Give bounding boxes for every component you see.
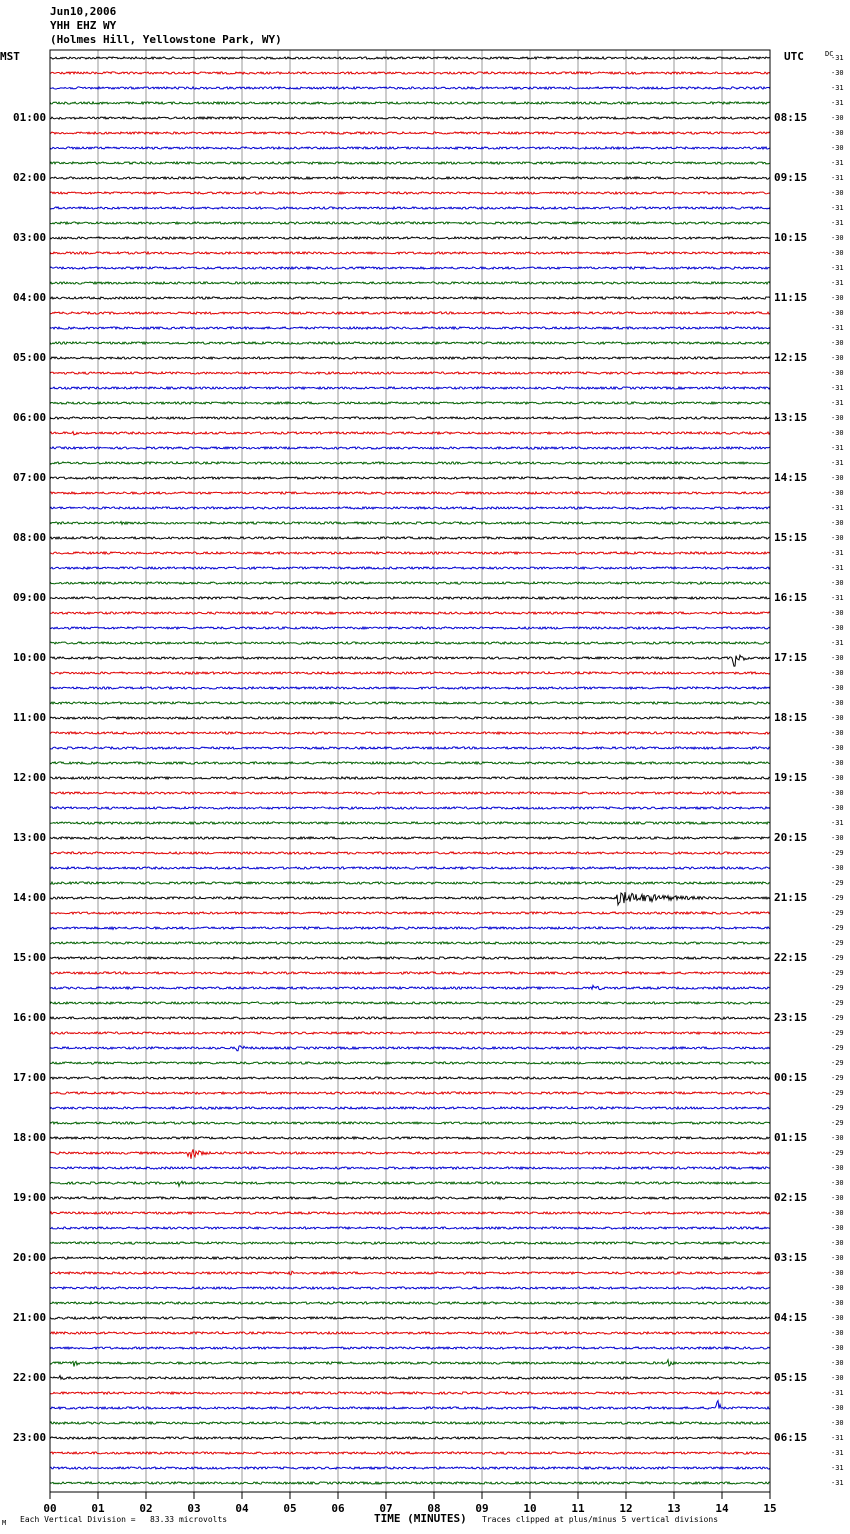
seismic-trace (50, 942, 770, 944)
seismic-trace (50, 792, 770, 794)
seismic-trace (50, 1360, 770, 1367)
dc-offset-value: -30 (831, 759, 844, 767)
right-hour-label: 01:15 (774, 1131, 808, 1144)
seismic-trace (50, 387, 770, 389)
right-hour-label: 18:15 (774, 711, 808, 724)
seismic-trace (50, 117, 770, 119)
dc-offset-value: -30 (831, 669, 844, 677)
right-hour-label: 06:15 (774, 1431, 808, 1444)
left-hour-label: 18:00 (13, 1131, 47, 1144)
dc-offset-value: -29 (831, 1014, 844, 1022)
dc-offset-value: -30 (831, 579, 844, 587)
left-hour-label: 02:00 (13, 171, 47, 184)
seismic-trace (50, 1077, 770, 1079)
seismic-trace (50, 927, 770, 930)
dc-offset-value: -29 (831, 879, 844, 887)
seismic-trace (50, 522, 770, 525)
seismic-trace (50, 327, 770, 329)
seismic-trace (50, 1002, 770, 1004)
seismic-trace (50, 1181, 770, 1186)
dc-offset-value: -31 (831, 1389, 844, 1397)
seismic-trace (50, 417, 770, 419)
seismic-trace (50, 1032, 770, 1034)
seismic-trace (50, 1332, 770, 1334)
right-hour-label: 09:15 (774, 171, 808, 184)
dc-offset-value: -30 (831, 474, 844, 482)
right-hour-label: 04:15 (774, 1311, 808, 1324)
dc-offset-value: -30 (831, 354, 844, 362)
seismic-trace (50, 747, 770, 749)
left-hour-label: 04:00 (13, 291, 47, 304)
dc-offset-value: -31 (831, 279, 844, 287)
dc-offset-value: -30 (831, 249, 844, 257)
right-hour-label: 03:15 (774, 1251, 808, 1264)
seismic-trace (50, 732, 770, 734)
dc-offset-value: -31 (831, 204, 844, 212)
left-hour-label: 17:00 (13, 1071, 47, 1084)
seismic-trace (50, 1062, 770, 1064)
dc-offset-value: -30 (831, 624, 844, 632)
dc-offset-value: -30 (831, 654, 844, 662)
right-hour-label: 05:15 (774, 1371, 808, 1384)
dc-offset-value: -30 (831, 1224, 844, 1232)
left-hour-label: 11:00 (13, 711, 47, 724)
x-tick-label-04: 04 (235, 1502, 249, 1515)
dc-offset-value: -31 (831, 219, 844, 227)
seismic-trace (50, 1092, 770, 1094)
seismic-trace (50, 342, 770, 344)
dc-offset-value: -31 (831, 264, 844, 272)
station-code: YHH EHZ WY (50, 19, 117, 32)
dc-offset-value: -30 (831, 609, 844, 617)
seismic-trace (50, 132, 770, 134)
right-hour-label: 17:15 (774, 651, 808, 664)
x-tick-label-13: 13 (667, 1502, 681, 1515)
right-hour-label: 10:15 (774, 231, 808, 244)
dc-offset-value: -30 (831, 1209, 844, 1217)
dc-offset-value: -30 (831, 294, 844, 302)
dc-offset-value: -30 (831, 309, 844, 317)
right-hour-label: 16:15 (774, 591, 808, 604)
seismic-trace (50, 1437, 770, 1439)
station-location: (Holmes Hill, Yellowstone Park, WY) (50, 33, 282, 46)
seismic-trace (50, 642, 770, 644)
dc-offset-value: -29 (831, 924, 844, 932)
dc-offset-value: -29 (831, 1104, 844, 1112)
dc-offset-value: -30 (831, 519, 844, 527)
left-hour-label: 22:00 (13, 1371, 47, 1384)
right-hour-label: 19:15 (774, 771, 808, 784)
minute-grid (98, 50, 722, 1492)
seismic-trace (50, 177, 770, 179)
x-tick-label-06: 06 (331, 1502, 345, 1515)
left-hour-label: 01:00 (13, 111, 47, 124)
dc-offset-value: -30 (831, 1194, 844, 1202)
seismic-trace (50, 892, 770, 905)
dc-offset-value: -30 (831, 699, 844, 707)
seismic-trace (50, 477, 770, 479)
dc-offset-value: -31 (831, 1449, 844, 1457)
x-tick-label-15: 15 (763, 1502, 777, 1515)
seismic-trace (50, 1287, 770, 1289)
seismic-trace (50, 372, 770, 374)
dc-offset-value: -30 (831, 429, 844, 437)
dc-offset-value: -30 (831, 69, 844, 77)
seismic-trace (50, 1422, 770, 1424)
dc-offset-value: -29 (831, 999, 844, 1007)
seismic-trace (50, 1302, 770, 1304)
seismic-trace (50, 162, 770, 164)
dc-offset-value: -31 (831, 1479, 844, 1487)
right-hour-label: 23:15 (774, 1011, 808, 1024)
seismic-trace (50, 1401, 770, 1410)
right-hour-label: 20:15 (774, 831, 808, 844)
seismic-trace (50, 1137, 770, 1139)
dc-offset-value: -29 (831, 894, 844, 902)
dc-offset-value: -31 (831, 174, 844, 182)
dc-offset-value: -31 (831, 639, 844, 647)
dc-offset-value: -30 (831, 189, 844, 197)
dc-offset-value: -31 (831, 819, 844, 827)
dc-offset-value: -31 (831, 84, 844, 92)
seismic-trace (50, 912, 770, 914)
seismic-trace (50, 192, 770, 194)
dc-offset-value: -29 (831, 1029, 844, 1037)
seismic-trace (50, 282, 770, 284)
left-hour-label: 14:00 (13, 891, 47, 904)
seismic-trace (50, 627, 770, 629)
dc-offset-value: -31 (831, 459, 844, 467)
dc-offset-value: -30 (831, 534, 844, 542)
seismic-trace (50, 1392, 770, 1394)
dc-offset-value: -30 (831, 1404, 844, 1412)
seismic-trace (50, 1017, 770, 1019)
seismic-trace (50, 537, 770, 539)
dc-offset-value: -31 (831, 549, 844, 557)
dc-offset-label: DC (825, 50, 834, 58)
dc-offset-value: -30 (831, 1134, 844, 1142)
dc-offset-value: -31 (831, 384, 844, 392)
x-tick-label-09: 09 (475, 1502, 489, 1515)
dc-offset-value: -29 (831, 1119, 844, 1127)
x-axis-title: TIME (MINUTES) (374, 1512, 467, 1525)
dc-offset-value: -30 (831, 414, 844, 422)
seismic-trace (50, 462, 770, 464)
right-hour-label: 21:15 (774, 891, 808, 904)
dc-offset-value: -29 (831, 939, 844, 947)
seismic-trace (50, 837, 770, 839)
dc-offset-value: -30 (831, 1329, 844, 1337)
dc-offset-value: -30 (831, 1284, 844, 1292)
seismic-trace (50, 867, 770, 869)
right-hour-label: 08:15 (774, 111, 808, 124)
dc-offset-value: -30 (831, 864, 844, 872)
dc-offset-value: -30 (831, 1239, 844, 1247)
dc-offset-value: -30 (831, 1344, 844, 1352)
seismic-trace (50, 1046, 770, 1051)
seismic-trace (50, 237, 770, 239)
plot-date: Jun10,2006 (50, 5, 117, 18)
dc-offset-value: -30 (831, 789, 844, 797)
dc-offset-value: -29 (831, 1059, 844, 1067)
seismic-trace (50, 687, 770, 689)
seismic-trace (50, 252, 770, 254)
dc-offset-value: -30 (831, 834, 844, 842)
seismic-trace (50, 672, 770, 674)
dc-offset-value: -30 (831, 489, 844, 497)
seismic-trace (50, 402, 770, 404)
plot-frame (50, 50, 770, 1492)
dc-offset-value: -30 (831, 714, 844, 722)
dc-offset-value: -30 (831, 369, 844, 377)
dc-offset-value: -30 (831, 1164, 844, 1172)
dc-offset-value: -30 (831, 234, 844, 242)
x-tick-label-00: 00 (43, 1502, 57, 1515)
left-hour-label: 06:00 (13, 411, 47, 424)
seismic-trace (50, 1197, 770, 1199)
seismic-trace (50, 72, 770, 74)
right-hour-label: 00:15 (774, 1071, 808, 1084)
dc-offset-value: -29 (831, 969, 844, 977)
seismic-trace (50, 717, 770, 719)
dc-offset-value: -30 (831, 144, 844, 152)
clip-note: Traces clipped at plus/minus 5 vertical divisions (482, 1515, 719, 1524)
seismic-trace (50, 207, 770, 209)
left-hour-label: 08:00 (13, 531, 47, 544)
dc-offset-value: -31 (831, 504, 844, 512)
seismic-trace (50, 777, 770, 779)
dc-offset-value: -30 (831, 1314, 844, 1322)
left-timezone-label: MST (0, 50, 20, 63)
x-tick-label-11: 11 (571, 1502, 585, 1515)
seismic-trace (50, 852, 770, 854)
dc-offset-value: -29 (831, 1074, 844, 1082)
seismic-trace (50, 1376, 770, 1380)
left-hour-label: 19:00 (13, 1191, 47, 1204)
right-hour-label: 13:15 (774, 411, 808, 424)
dc-offset-value: -30 (831, 1359, 844, 1367)
seismic-trace (50, 1149, 770, 1158)
seismic-trace (50, 312, 770, 314)
seismic-trace (50, 762, 770, 764)
left-hour-label: 23:00 (13, 1431, 47, 1444)
dc-offset-value: -30 (831, 804, 844, 812)
dc-offset-value: -29 (831, 849, 844, 857)
left-hour-label: 05:00 (13, 351, 47, 364)
dc-offset-value: -30 (831, 339, 844, 347)
seismic-trace (50, 1122, 770, 1124)
seismic-trace (50, 597, 770, 599)
left-hour-label: 21:00 (13, 1311, 47, 1324)
x-tick-label-12: 12 (619, 1502, 633, 1515)
dc-offset-value: -31 (831, 399, 844, 407)
left-hour-label: 13:00 (13, 831, 47, 844)
dc-offset-value: -30 (831, 729, 844, 737)
dc-offset-value: -31 (831, 1464, 844, 1472)
seismic-trace (50, 57, 770, 59)
seismic-trace (50, 1271, 770, 1275)
seismic-trace (50, 1347, 770, 1349)
x-tick-label-01: 01 (91, 1502, 105, 1515)
seismic-trace (50, 822, 770, 824)
left-hour-label: 03:00 (13, 231, 47, 244)
x-tick-label-08: 08 (427, 1502, 441, 1515)
seismic-trace (50, 1257, 770, 1259)
seismic-trace (50, 972, 770, 974)
dc-offset-value: -30 (831, 1254, 844, 1262)
left-hour-label: 12:00 (13, 771, 47, 784)
dc-offset-value: -31 (831, 1434, 844, 1442)
seismic-trace (50, 507, 770, 509)
dc-offset-value: -30 (831, 114, 844, 122)
seismic-trace (50, 1167, 770, 1169)
dc-offset-value: -30 (831, 1374, 844, 1382)
seismic-trace (50, 432, 770, 435)
right-hour-label: 22:15 (774, 951, 808, 964)
seismic-trace (50, 267, 770, 269)
seismic-trace (50, 87, 770, 89)
seismic-trace (50, 612, 770, 614)
seismic-trace (50, 1242, 770, 1244)
seismic-trace (50, 222, 770, 224)
dc-offset-value: -29 (831, 1149, 844, 1157)
left-hour-label: 16:00 (13, 1011, 47, 1024)
seismic-trace (50, 655, 770, 666)
dc-offset-value: -29 (831, 909, 844, 917)
left-hour-label: 20:00 (13, 1251, 47, 1264)
right-hour-label: 15:15 (774, 531, 808, 544)
dc-offset-value: -30 (831, 774, 844, 782)
seismic-trace (50, 1227, 770, 1229)
dc-offset-value: -30 (831, 1419, 844, 1427)
dc-offset-value: -31 (831, 444, 844, 452)
x-tick-label-02: 02 (139, 1502, 153, 1515)
right-hour-label: 14:15 (774, 471, 808, 484)
seismic-trace (50, 1452, 770, 1454)
x-tick-label-03: 03 (187, 1502, 201, 1515)
x-tick-label-05: 05 (283, 1502, 297, 1515)
seismic-trace (50, 147, 770, 149)
trace-group (50, 57, 770, 1484)
x-tick-label-10: 10 (523, 1502, 537, 1515)
left-hour-label: 07:00 (13, 471, 47, 484)
dc-offset-value: -29 (831, 984, 844, 992)
seismic-trace (50, 552, 770, 554)
dc-offset-value: -30 (831, 1299, 844, 1307)
dc-offset-value: -30 (831, 684, 844, 692)
seismic-trace (50, 1317, 770, 1319)
dc-offset-value: -29 (831, 1089, 844, 1097)
dc-offset-value: -31 (831, 99, 844, 107)
dc-offset-value: -30 (831, 1269, 844, 1277)
dc-offset-value: -30 (831, 1179, 844, 1187)
dc-offset-value: -31 (831, 54, 844, 62)
seismic-trace (50, 492, 770, 494)
dc-offset-value: -29 (831, 954, 844, 962)
right-timezone-label: UTC (784, 50, 804, 63)
seismic-trace (50, 102, 770, 104)
right-hour-label: 12:15 (774, 351, 808, 364)
seismic-trace (50, 702, 770, 704)
left-hour-label: 15:00 (13, 951, 47, 964)
seismic-trace (50, 1107, 770, 1109)
seismic-trace (50, 985, 770, 989)
seismic-trace (50, 1212, 770, 1214)
seismic-trace (50, 957, 770, 959)
corner-mark: M (2, 1519, 7, 1527)
seismic-trace (50, 1467, 770, 1469)
dc-offset-value: -30 (831, 744, 844, 752)
seismic-trace (50, 882, 770, 884)
right-hour-label: 02:15 (774, 1191, 808, 1204)
dc-offset-value: -30 (831, 129, 844, 137)
seismic-trace (50, 1482, 770, 1484)
seismic-trace (50, 357, 770, 359)
seismic-trace (50, 567, 770, 569)
left-hour-label: 09:00 (13, 591, 47, 604)
left-hour-label: 10:00 (13, 651, 47, 664)
x-tick-label-07: 07 (379, 1502, 393, 1515)
dc-offset-value: -31 (831, 324, 844, 332)
x-tick-label-14: 14 (715, 1502, 729, 1515)
seismic-trace (50, 297, 770, 299)
seismic-trace (50, 447, 770, 449)
dc-offset-value: -29 (831, 1044, 844, 1052)
seismic-trace (50, 807, 770, 809)
dc-offset-value: -31 (831, 594, 844, 602)
dc-offset-value: -31 (831, 159, 844, 167)
dc-offset-value: -31 (831, 564, 844, 572)
right-hour-label: 11:15 (774, 291, 808, 304)
scale-note: Each Vertical Division = 83.33 microvolts (20, 1515, 228, 1524)
seismic-trace (50, 582, 770, 584)
